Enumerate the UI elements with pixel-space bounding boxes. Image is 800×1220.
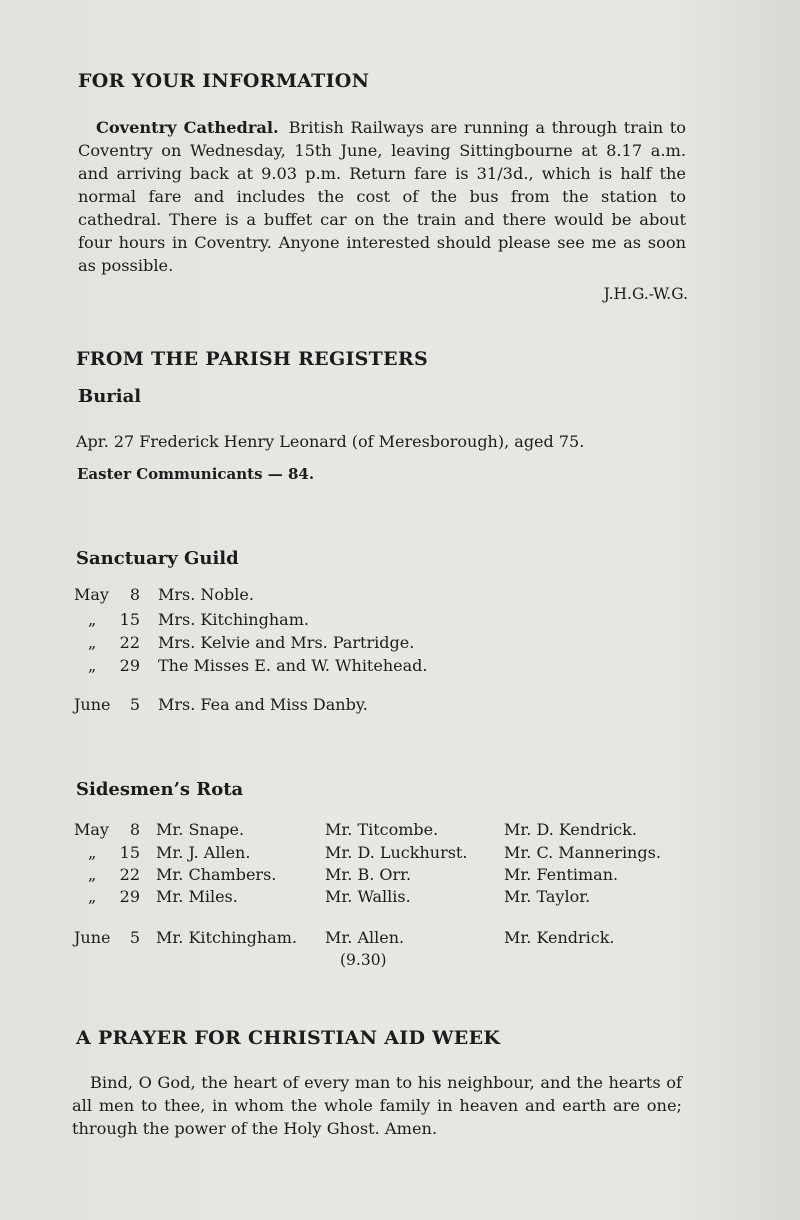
sidesman-3: Mr. Kendrick. (504, 928, 615, 947)
guild-month: May (74, 585, 109, 604)
guild-names: Mrs. Fea and Miss Danby. (158, 695, 368, 714)
sidesmen-day: 29 (119, 887, 140, 906)
guild-day: 15 (119, 610, 140, 629)
sidesman-2: Mr. Wallis. (325, 887, 411, 906)
easter-communicants: Easter Communicants — 84. (77, 465, 315, 483)
sidesmen-month: „ (88, 887, 97, 906)
sidesmen-month: „ (88, 865, 97, 884)
sidesmen-month: June (74, 928, 111, 947)
time-note: (9.30) (340, 951, 387, 969)
guild-month: „ (88, 610, 97, 629)
guild-names: Mrs. Kitchingham. (158, 610, 309, 629)
prayer-heading: A PRAYER FOR CHRISTIAN AID WEEK (76, 1027, 501, 1049)
sidesmen-day: 8 (129, 820, 140, 839)
info-heading: FOR YOUR INFORMATION (78, 70, 370, 92)
sidesman-2: Mr. Titcombe. (325, 820, 439, 839)
sidesman-2: Mr. Allen. (325, 928, 405, 947)
guild-names: Mrs. Noble. (158, 585, 254, 604)
sidesman-1: Mr. Kitchingham. (156, 928, 297, 947)
guild-month: June (74, 695, 111, 714)
prayer-text: Bind, O God, the heart of every man to his neighbour, and the hearts of all men to thee, in whom the whole family in heaven and earth are one; through the power of the Holy Ghost. Amen. (72, 1073, 682, 1138)
sidesmen-month: „ (88, 843, 97, 862)
signature: J.H.G.-W.G. (603, 285, 688, 303)
coventry-lead: Coventry Cathedral. (96, 118, 279, 137)
burial-heading: Burial (78, 386, 142, 407)
guild-names: The Misses E. and W. Whitehead. (158, 656, 428, 675)
guild-day: 8 (129, 585, 140, 604)
sidesmen-day: 15 (119, 843, 140, 862)
sidesmen-month: May (74, 820, 109, 839)
sidesmen-day: 22 (119, 865, 140, 884)
sidesman-1: Mr. Snape. (156, 820, 245, 839)
sidesman-1: Mr. Miles. (156, 887, 238, 906)
guild-names: Mrs. Kelvie and Mrs. Partridge. (158, 633, 415, 652)
sidesman-1: Mr. Chambers. (156, 865, 277, 884)
sidesman-3: Mr. D. Kendrick. (504, 820, 637, 839)
sidesman-3: Mr. C. Mannerings. (504, 843, 661, 862)
sidesman-2: Mr. B. Orr. (325, 865, 412, 884)
sidesman-3: Mr. Taylor. (504, 887, 591, 906)
sidesman-1: Mr. J. Allen. (156, 843, 251, 862)
guild-month: „ (88, 633, 97, 652)
burial-entry: Apr. 27 Frederick Henry Leonard (of Meresborough), aged 75. (76, 432, 585, 451)
guild-day: 22 (119, 633, 140, 652)
sidesman-3: Mr. Fentiman. (504, 865, 619, 884)
sidesman-2: Mr. D. Luckhurst. (325, 843, 468, 862)
sidesmen-heading: Sidesmen’s Rota (76, 779, 244, 800)
sidesmen-day: 5 (129, 928, 140, 947)
guild-heading: Sanctuary Guild (76, 548, 239, 569)
coventry-paragraph (78, 116, 686, 277)
coventry-body: British Railways are running a through train to Coventry on Wednesday, 15th June, leaving Sittingbourne at 8.17 a.m. and arriving back at 9.03 p.m. Return fare is 31/3d., which is half the normal fare and includes the cost of the bus from the station to cathedral. There is a buffet car on the train and there would be about four hours in Coventry. Anyone interested should please see me as soon as possible. (78, 118, 686, 275)
registers-heading: FROM THE PARISH REGISTERS (76, 348, 429, 370)
guild-day: 29 (119, 656, 140, 675)
guild-month: „ (88, 656, 97, 675)
guild-day: 5 (129, 695, 140, 714)
